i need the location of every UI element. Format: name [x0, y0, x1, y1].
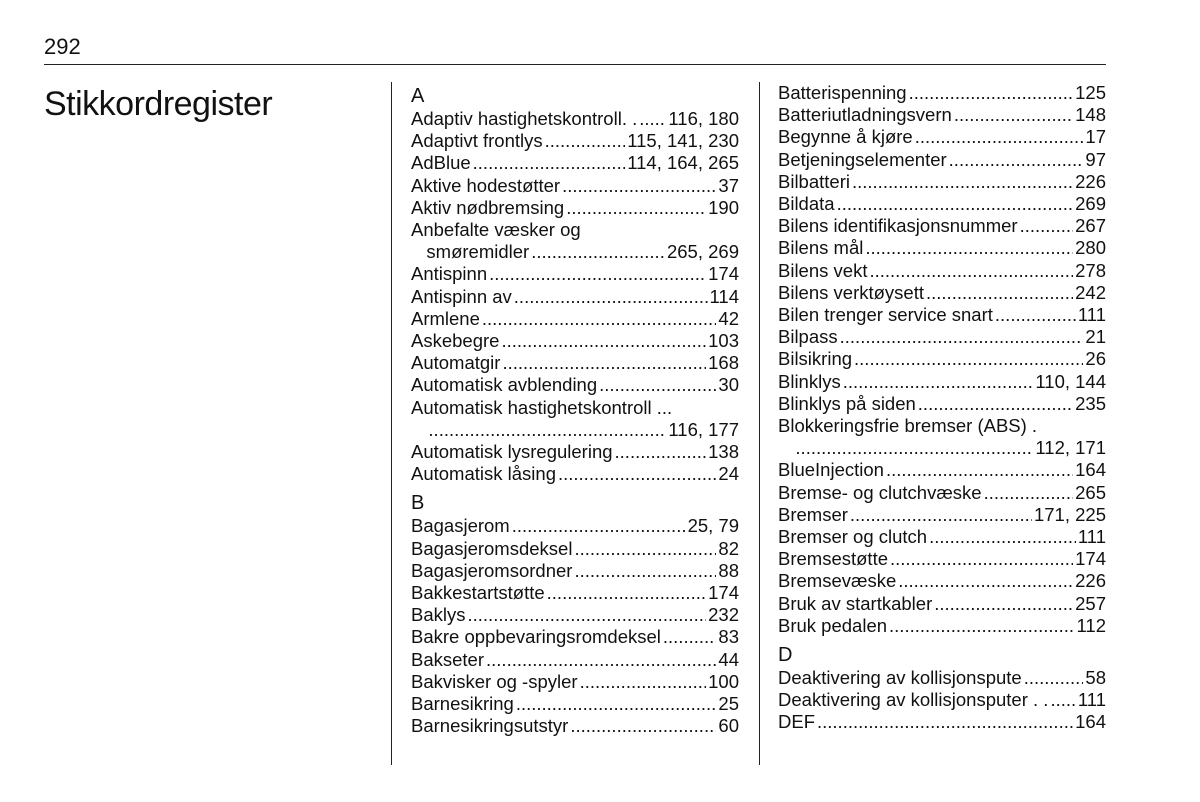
dot-leader: [570, 715, 716, 737]
index-entry-head: Anbefalte væsker og: [411, 219, 581, 241]
index-entry: [778, 348, 1106, 370]
dot-leader: [843, 371, 1034, 393]
index-entry-pages: 112, 171: [1035, 437, 1106, 459]
index-entry-term: Blinklys på siden: [778, 392, 916, 414]
dot-leader: [890, 548, 1073, 570]
index-entry: [411, 515, 739, 537]
index-entry: [411, 197, 739, 219]
index-entry-pages: 174: [708, 263, 739, 285]
index-entry: [411, 374, 739, 396]
index-entry-term: Bruk av startkabler: [778, 592, 933, 614]
index-entry-pages: 30: [718, 374, 739, 396]
index-entry-term: Aktiv nødbremsing: [411, 196, 565, 218]
index-entry-term: Bilens vekt: [778, 259, 868, 281]
dot-leader: [898, 570, 1073, 592]
index-entry: [778, 237, 1106, 259]
index-entry-term: Bilens verktøysett: [778, 281, 924, 303]
index-entry: [411, 604, 739, 626]
index-column-2: [778, 82, 1106, 734]
index-entry-pages: 278: [1075, 259, 1106, 281]
dot-leader: [954, 104, 1073, 126]
dot-leader: [1050, 689, 1075, 711]
index-entry-term: Bremsevæske: [778, 570, 897, 592]
index-entry: [778, 215, 1106, 237]
index-entry-pages: 174: [1075, 548, 1106, 570]
index-entry-pages: 17: [1085, 126, 1106, 148]
index-entry-pages: 111: [1077, 526, 1106, 548]
page-number: 292: [44, 34, 81, 59]
index-entry: [778, 526, 1106, 548]
index-entry-pages: 226: [1075, 570, 1106, 592]
index-entry: [411, 108, 739, 130]
index-entry-term: Blinklys: [778, 370, 841, 392]
index-entry-pages: 83: [718, 626, 739, 648]
index-entry: [411, 152, 739, 174]
index-entry-pages: 25: [718, 693, 739, 715]
index-entry-term: Automatisk avblending: [411, 374, 598, 396]
index-entry-term: Bilpass: [778, 326, 838, 348]
index-entry: [411, 352, 739, 374]
index-entry-pages: 111: [1077, 689, 1106, 711]
index-entry-term: Automatgir: [411, 352, 501, 374]
index-entry-term: Armlene: [411, 307, 480, 329]
index-entry-term: Bremsestøtte: [778, 548, 888, 570]
dot-leader: [486, 649, 716, 671]
dot-leader: [926, 282, 1073, 304]
dot-leader: [795, 437, 1033, 459]
dot-leader: [639, 108, 666, 130]
dot-leader: [531, 241, 665, 263]
index-entry: [411, 130, 739, 152]
dot-leader: [428, 419, 666, 441]
index-entry-pages: 235: [1075, 392, 1106, 414]
dot-leader: [501, 330, 706, 352]
index-entry-term: Askebegre: [411, 330, 500, 352]
index-entry-pages: 26: [1085, 348, 1106, 370]
index-entry: [411, 715, 739, 737]
index-entry-term: Bakseter: [411, 648, 485, 670]
index-entry-term: Batterispenning: [778, 82, 907, 103]
index-entry-pages: 116, 177: [668, 418, 739, 440]
dot-leader: [852, 171, 1073, 193]
index-entry-pages: 37: [718, 174, 739, 196]
dot-leader: [915, 126, 1084, 148]
index-entry-pages: 44: [718, 648, 739, 670]
index-entry: [778, 482, 1106, 504]
index-entry-pages: 88: [718, 559, 739, 581]
index-entry-pages: 58: [1085, 667, 1106, 689]
index-entry: [778, 149, 1106, 171]
index-entry-term: Antispinn av: [411, 285, 512, 307]
dot-leader: [615, 441, 707, 463]
index-entry-term: Bilsikring: [778, 348, 853, 370]
section-letter: A: [411, 85, 425, 107]
index-entry-pages: 25, 79: [687, 515, 739, 537]
index-entry: [411, 441, 739, 463]
index-entry: [411, 175, 739, 197]
index-entry-pages: 111: [1077, 304, 1106, 326]
index-entry-pages: 42: [718, 307, 739, 329]
index-entry-pages: 112: [1076, 614, 1106, 636]
index-entry-pages: 125: [1075, 82, 1106, 103]
index-entry: [778, 667, 1106, 689]
index-entry-pages: 257: [1075, 592, 1106, 614]
index-entry-term: Adaptivt frontlys: [411, 130, 543, 152]
index-entry: [411, 308, 739, 330]
index-entry-pages: 21: [1085, 326, 1106, 348]
index-entry: [411, 419, 739, 441]
dot-leader: [918, 393, 1073, 415]
index-entry-term: Betjeningselementer: [778, 148, 947, 170]
index-entry-term: Bremse- og clutchvæske: [778, 481, 982, 503]
index-entry-term: Barnesikringsutstyr: [411, 715, 569, 737]
index-entry-term: Begynne å kjøre: [778, 126, 913, 148]
index-entry-pages: 115, 141, 230: [627, 130, 739, 152]
index-entry-term: [411, 419, 426, 441]
index-entry-term: Antispinn: [411, 263, 488, 285]
index-entry-pages: 60: [718, 715, 739, 737]
index-entry-pages: 100: [708, 670, 739, 692]
dot-leader: [547, 582, 706, 604]
index-entry: [411, 463, 739, 485]
index-entry-term: Bilens mål: [778, 237, 864, 259]
index-column-1: [411, 82, 739, 737]
index-entry-term: Bakvisker og -spyler: [411, 670, 578, 692]
dot-leader: [574, 560, 716, 582]
index-entry: [411, 241, 739, 263]
index-entry-pages: 267: [1075, 215, 1106, 237]
dot-leader: [865, 237, 1073, 259]
index-entry: [778, 260, 1106, 282]
index-entry-pages: 171, 225: [1033, 503, 1106, 525]
dot-leader: [886, 459, 1073, 481]
index-entry: [778, 437, 1106, 459]
dot-leader: [663, 626, 717, 648]
index-entry-pages: 164: [1075, 459, 1106, 481]
index-entry: [411, 286, 739, 308]
header-rule: [44, 64, 1106, 65]
dot-leader: [854, 348, 1083, 370]
dot-leader: [837, 193, 1074, 215]
index-entry: [778, 711, 1106, 733]
index-entry-term: Bakkestartstøtte: [411, 582, 545, 604]
index-entry-term: Deaktivering av kollisjonspute: [778, 667, 1022, 689]
index-entry-pages: 148: [1075, 104, 1106, 126]
index-entry-pages: 269: [1075, 193, 1106, 215]
dot-leader: [558, 463, 716, 485]
index-entry-term: Automatisk låsing: [411, 463, 556, 485]
index-entry-pages: 226: [1075, 170, 1106, 192]
index-entry-term: Barnesikring: [411, 693, 514, 715]
dot-leader: [934, 593, 1073, 615]
dot-leader: [1020, 215, 1074, 237]
index-entry-term: Bilen trenger service snart: [778, 304, 993, 326]
column-divider: [391, 82, 392, 765]
section-letter: B: [411, 492, 425, 515]
index-section: [778, 643, 1106, 734]
index-entry-pages: 168: [708, 352, 739, 374]
dot-leader: [817, 711, 1073, 733]
column-divider: [759, 82, 760, 765]
index-entry-term: Aktive hodestøtter: [411, 174, 561, 196]
index-entry: [778, 126, 1106, 148]
index-entry: [778, 193, 1106, 215]
dot-leader: [850, 504, 1032, 526]
index-entry-pages: 265, 269: [666, 241, 739, 263]
index-entry: [778, 593, 1106, 615]
index-entry: [778, 459, 1106, 481]
index-entry-term: Bruk pedalen: [778, 614, 888, 636]
index-entry-pages: 110, 144: [1035, 370, 1106, 392]
index-entry-term: Bagasjeromsordner: [411, 559, 573, 581]
index-entry: [411, 330, 739, 352]
index-entry: [411, 626, 739, 648]
index-entry: [778, 82, 1106, 104]
dot-leader: [545, 130, 626, 152]
index-entry-pages: 97: [1085, 148, 1106, 170]
index-entry: [778, 689, 1106, 711]
index-entry-term: Bagasjeromsdeksel: [411, 537, 573, 559]
index-title: Stikkordregister: [44, 85, 273, 123]
index-entry-term: Deaktivering av kollisjonsputer . .: [778, 689, 1049, 711]
index-entry-pages: 190: [708, 196, 739, 218]
index-entry: [411, 671, 739, 693]
dot-leader: [574, 538, 716, 560]
index-entry: [778, 570, 1106, 592]
dot-leader: [995, 304, 1076, 326]
index-entry-head: Automatisk hastighetskontroll ...: [411, 396, 673, 418]
index-entry-pages: 114: [709, 285, 739, 307]
section-letter: D: [778, 644, 793, 667]
index-entry: [778, 171, 1106, 193]
index-section: [411, 84, 739, 485]
index-entry: [411, 263, 739, 285]
index-entry: [411, 693, 739, 715]
index-entry: [778, 393, 1106, 415]
dot-leader: [869, 260, 1073, 282]
index-entry-term: Batteriutladningsvern: [778, 104, 952, 126]
index-entry-term: Automatisk lysregulering: [411, 441, 613, 463]
index-entry: [778, 282, 1106, 304]
dot-leader: [984, 482, 1074, 504]
index-entry-term: Bilens identifikasjonsnummer: [778, 215, 1018, 237]
index-entry: [778, 304, 1106, 326]
index-entry-term: Adaptiv hastighetskontroll. .: [411, 108, 638, 129]
dot-leader: [929, 526, 1076, 548]
dot-leader: [514, 286, 708, 308]
index-entry: [778, 615, 1106, 637]
index-entry: [411, 538, 739, 560]
dot-leader: [949, 149, 1084, 171]
index-entry-pages: 232: [708, 604, 739, 626]
index-entry: [411, 649, 739, 671]
dot-leader: [468, 604, 707, 626]
index-entry-term: Baklys: [411, 604, 466, 626]
dot-leader: [482, 308, 717, 330]
index-entry: [778, 548, 1106, 570]
dot-leader: [473, 152, 626, 174]
index-entry-pages: 280: [1075, 237, 1106, 259]
index-entry-pages: 164: [1075, 711, 1106, 733]
dot-leader: [512, 515, 686, 537]
index-entry-term: AdBlue: [411, 152, 471, 174]
index-entry-term: Bildata: [778, 193, 835, 215]
index-entry-head: Blokkeringsfrie bremser (ABS) .: [778, 415, 1038, 437]
dot-leader: [489, 263, 706, 285]
dot-leader: [566, 197, 706, 219]
index-entry: [411, 582, 739, 604]
index-entry-term: Bagasjerom: [411, 515, 510, 537]
index-entry-pages: 103: [708, 330, 739, 352]
index-section: [778, 82, 1106, 637]
index-entry-pages: 174: [708, 582, 739, 604]
index-entry-term: smøremidler: [411, 241, 530, 263]
index-entry: [778, 326, 1106, 348]
dot-leader: [909, 82, 1074, 104]
dot-leader: [580, 671, 707, 693]
index-entry-pages: 24: [718, 463, 739, 485]
index-entry-term: Bilbatteri: [778, 170, 850, 192]
dot-leader: [599, 374, 716, 396]
dot-leader: [889, 615, 1074, 637]
index-entry-pages: 116, 180: [668, 108, 739, 129]
dot-leader: [1024, 667, 1084, 689]
index-entry: [778, 371, 1106, 393]
index-entry-term: Bremser: [778, 503, 848, 525]
index-entry-term: Bakre oppbevaringsromdeksel: [411, 626, 661, 648]
index-entry-pages: 242: [1075, 281, 1106, 303]
index-entry: [778, 504, 1106, 526]
index-entry-pages: 265: [1075, 481, 1106, 503]
dot-leader: [516, 693, 717, 715]
index-entry: [411, 560, 739, 582]
index-entry-term: [778, 437, 793, 459]
index-entry-term: Bremser og clutch: [778, 526, 928, 548]
dot-leader: [502, 352, 706, 374]
index-entry-pages: 138: [708, 441, 739, 463]
index-entry-term: BlueInjection: [778, 459, 884, 481]
dot-leader: [840, 326, 1084, 348]
index-entry: [778, 104, 1106, 126]
index-entry-pages: 114, 164, 265: [627, 152, 739, 174]
index-entry-pages: 82: [718, 537, 739, 559]
index-entry-term: DEF: [778, 711, 815, 733]
index-section: [411, 491, 739, 737]
dot-leader: [562, 175, 716, 197]
